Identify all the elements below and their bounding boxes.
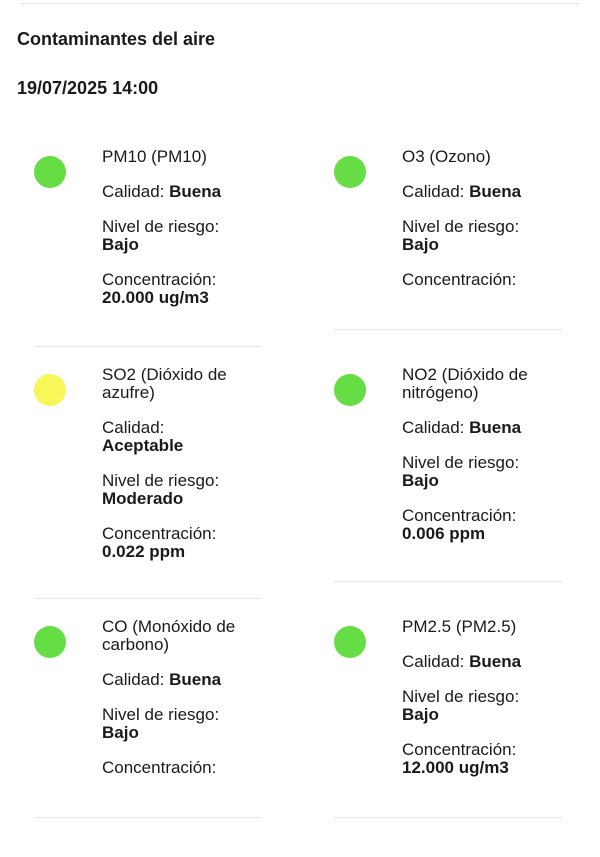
card-divider: [334, 817, 562, 818]
pollutant-name: CO (Monóxido de carbono): [102, 617, 236, 654]
risk-value: Bajo: [402, 471, 439, 490]
card-divider: [34, 817, 262, 818]
concentration-label: Concentración:: [102, 758, 217, 777]
quality-label: Calidad:: [402, 182, 465, 201]
concentration-row: [402, 741, 572, 777]
quality-label: Calidad:: [402, 418, 465, 437]
quality-value: Buena: [169, 182, 222, 201]
concentration-label: Concentración:: [402, 506, 517, 525]
card-divider: [334, 581, 562, 582]
quality-label: Calidad:: [402, 652, 465, 671]
concentration-row: [102, 525, 272, 561]
risk-row: [102, 706, 272, 742]
quality-value: Buena: [469, 418, 522, 437]
card-divider: [334, 329, 562, 330]
concentration-row: [402, 507, 572, 543]
pollutant-name: O3 (Ozono): [402, 147, 491, 166]
quality-value: Buena: [469, 182, 522, 201]
pollutant-name: NO2 (Dióxido de nitrógeno): [402, 365, 528, 402]
page-title: Contaminantes del aire: [17, 29, 216, 49]
risk-row: [102, 472, 272, 508]
concentration-label: Concentración:: [402, 740, 517, 759]
concentration-value: 0.006 ppm: [402, 524, 486, 543]
quality-label: Calidad:: [102, 182, 165, 201]
risk-row: [402, 218, 572, 254]
quality-row: [402, 419, 572, 437]
concentration-row: [102, 759, 272, 777]
risk-label: Nivel de riesgo:: [102, 705, 220, 724]
quality-label: Calidad:: [102, 670, 165, 689]
quality-row: [402, 653, 572, 671]
quality-label: Calidad:: [102, 418, 165, 437]
risk-value: Bajo: [102, 235, 139, 254]
measurement-datetime: 19/07/2025 14:00: [17, 78, 159, 98]
quality-row: [102, 419, 272, 455]
status-dot-icon: [334, 156, 366, 188]
risk-value: Bajo: [102, 723, 139, 742]
status-dot-icon: [34, 626, 66, 658]
quality-row: [402, 183, 572, 201]
concentration-label: Concentración:: [402, 270, 517, 289]
quality-row: [102, 671, 272, 689]
concentration-value: 20.000 ug/m3: [102, 288, 209, 307]
risk-label: Nivel de riesgo:: [402, 217, 520, 236]
risk-label: Nivel de riesgo:: [402, 687, 520, 706]
concentration-row: [402, 271, 572, 289]
quality-value: Buena: [469, 652, 522, 671]
concentration-label: Concentración:: [102, 270, 217, 289]
card-divider: [34, 598, 262, 599]
status-dot-icon: [34, 374, 66, 406]
status-dot-icon: [334, 374, 366, 406]
risk-row: [402, 454, 572, 490]
status-dot-icon: [34, 156, 66, 188]
quality-row: [102, 183, 272, 201]
pollutant-name: PM10 (PM10): [102, 147, 207, 166]
quality-value: Buena: [169, 670, 222, 689]
concentration-label: Concentración:: [102, 524, 217, 543]
risk-value: Bajo: [402, 705, 439, 724]
quality-value: Aceptable: [102, 436, 184, 455]
risk-label: Nivel de riesgo:: [402, 453, 520, 472]
risk-label: Nivel de riesgo:: [102, 471, 220, 490]
concentration-value: 12.000 ug/m3: [402, 758, 509, 777]
card-divider: [34, 346, 262, 347]
risk-row: [402, 688, 572, 724]
risk-value: Moderado: [102, 489, 184, 508]
pollutant-name: PM2.5 (PM2.5): [402, 617, 517, 636]
concentration-row: [102, 271, 272, 307]
top-divider: [20, 3, 580, 4]
pollutant-name: SO2 (Dióxido de azufre): [102, 365, 227, 402]
risk-label: Nivel de riesgo:: [102, 217, 220, 236]
risk-value: Bajo: [402, 235, 439, 254]
status-dot-icon: [334, 626, 366, 658]
risk-row: [102, 218, 272, 254]
concentration-value: 0.022 ppm: [102, 542, 186, 561]
